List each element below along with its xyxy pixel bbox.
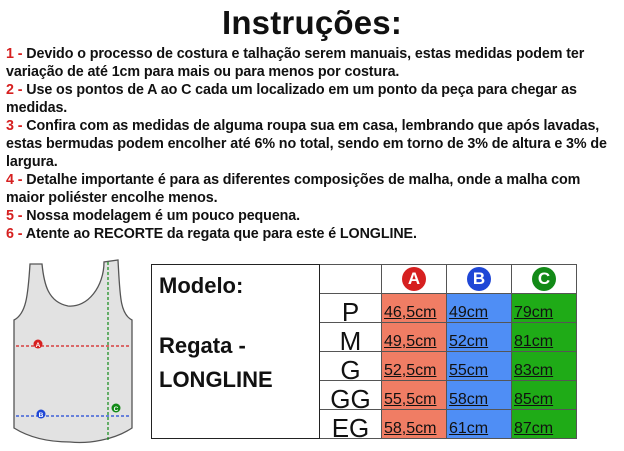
value-b: 52cm: [447, 323, 512, 352]
instruction-text: Use os pontos de A ao C cada um localizado em um ponto da peça para chegar as medidas.: [6, 82, 577, 116]
model-cell: [152, 265, 320, 439]
table-header-row: [152, 265, 577, 294]
measurements-table: [151, 264, 577, 443]
instruction-number: 4 -: [6, 172, 23, 188]
instruction-5: [6, 207, 618, 225]
value-a: 49,5cm: [382, 323, 447, 352]
value-c: 81cm: [512, 323, 577, 352]
marker-b-label: B: [38, 412, 44, 419]
tank-top-outline: [14, 260, 132, 442]
instruction-number: 2 -: [6, 82, 23, 98]
value-c: 79cm: [512, 294, 577, 323]
instruction-4: [6, 171, 618, 207]
column-a-header: [382, 265, 447, 294]
value-a: 52,5cm: [382, 352, 447, 381]
instruction-2: [6, 81, 618, 117]
marker-a-label: A: [35, 342, 41, 349]
value-c: 83cm: [512, 352, 577, 381]
model-name-line1: Regata -: [159, 333, 246, 358]
size-label: M: [320, 323, 382, 352]
column-a-badge: A: [402, 267, 426, 291]
value-b: 58cm: [447, 381, 512, 410]
value-b: 49cm: [447, 294, 512, 323]
model-name-line2: LONGLINE: [159, 367, 273, 392]
size-label: EG: [320, 410, 382, 439]
value-a: 46,5cm: [382, 294, 447, 323]
instruction-text: Devido o processo de costura e talhação serem manuais, estas medidas podem ter variação de até 1cm para mais ou para menos por costura.: [6, 46, 585, 80]
instruction-number: 5 -: [6, 208, 23, 224]
tank-top-diagram: [8, 256, 138, 444]
marker-c-label: C: [113, 406, 119, 413]
column-c-header: [512, 265, 577, 294]
page-title: Instruções:: [221, 4, 403, 41]
value-b: 55cm: [447, 352, 512, 381]
size-label: GG: [320, 381, 382, 410]
instruction-number: 3 -: [6, 118, 23, 134]
instruction-3: [6, 117, 618, 171]
instruction-text: Confira com as medidas de alguma roupa sua em casa, lembrando que após lavadas, estas bermudas podem encolher até 6% no total, sendo em torno de 3% de altura e 3% de largura.: [6, 118, 607, 170]
column-b-badge: B: [467, 267, 491, 291]
size-label: G: [320, 352, 382, 381]
value-c: 85cm: [512, 381, 577, 410]
value-a: 55,5cm: [382, 381, 447, 410]
size-header: [320, 265, 382, 294]
instruction-text: Nossa modelagem é um pouco pequena.: [22, 208, 301, 224]
value-a: 58,5cm: [382, 410, 447, 439]
value-c: 87cm: [512, 410, 577, 439]
instruction-number: 6 -: [6, 226, 23, 242]
instruction-text: Atente ao RECORTE da regata que para este é LONGLINE.: [22, 226, 417, 242]
size-label: P: [320, 294, 382, 323]
column-c-badge: C: [532, 267, 556, 291]
instruction-text: Detalhe importante é para as diferentes composições de malha, onde a malha com maior poliéster encolhe menos.: [6, 172, 581, 206]
instruction-6: [6, 225, 618, 243]
column-b-header: [447, 265, 512, 294]
instruction-number: 1 -: [6, 46, 23, 62]
model-label: Modelo:: [159, 273, 244, 298]
instructions-list: [6, 45, 618, 243]
instruction-1: [6, 45, 618, 81]
value-b: 61cm: [447, 410, 512, 439]
